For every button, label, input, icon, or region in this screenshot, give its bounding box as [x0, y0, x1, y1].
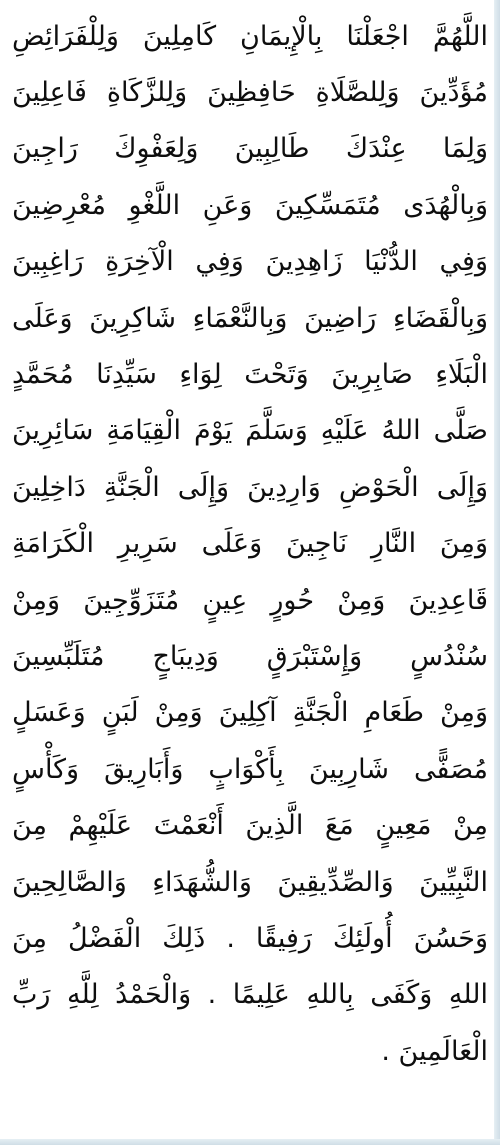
text-line: الْعَالَمِينَ . [381, 1035, 488, 1067]
prayer-text [12, 8, 488, 1136]
text-line: مُؤَدِّينَ وَلِلصَّلَاةِ حَافِظِينَ وَلِلزَّكَاةِ فَاعِلِينَ [12, 77, 488, 109]
page-bottom-border [0, 1139, 500, 1145]
text-line: وَلِمَا عِنْدَكَ طَالِبِينَ وَلِعَفْوِكَ رَاجِينَ [12, 133, 488, 165]
text-line: وَحَسُنَ أُولَئِكَ رَفِيقًا . ذَلِكَ الْفَضْلُ مِنَ [12, 922, 488, 954]
text-line: سُنْدُسٍ وَإِسْتَبْرَقٍ وَدِيبَاجٍ مُتَلَبِّسِينَ [12, 640, 488, 672]
text-line: وَفِي الدُّنْيَا زَاهِدِينَ وَفِي الْآخِرَةِ رَاغِبِينَ [12, 246, 488, 278]
text-line: وَبِالْهُدَى مُتَمَسِّكِينَ وَعَنِ اللَّغْوِ مُعْرِضِينَ [12, 189, 488, 221]
text-line: وَمِنَ النَّارِ نَاجِينَ وَعَلَى سَرِيرِ الْكَرَامَةِ [12, 528, 488, 560]
text-line: مُصَفًّى شَارِبِينَ بِأَكْوَابٍ وَأَبَارِيقَ وَكَأْسٍ [12, 753, 488, 785]
text-line: وَإِلَى الْحَوْضِ وَارِدِينَ وَإِلَى الْجَنَّةِ دَاخِلِينَ [12, 471, 488, 503]
page-right-border [494, 0, 500, 1145]
text-line: النَّبِيِّينَ وَالصِّدِّيقِينَ وَالشُّهَدَاءِ وَالصَّالِحِينَ [12, 866, 488, 898]
page-top-edge [0, 0, 500, 8]
text-line: الْبَلَاءِ صَابِرِينَ وَتَحْتَ لِوَاءِ سَيِّدِنَا مُحَمَّدٍ [12, 359, 488, 391]
text-line: مِنْ مَعِينٍ مَعَ الَّذِينَ أَنْعَمْتَ عَلَيْهِمْ مِنَ [12, 810, 488, 842]
text-line: اللَّهُمَّ اجْعَلْنَا بِالْإِيمَانِ كَامِلِينَ وَلِلْفَرَائِضِ [12, 20, 488, 52]
text-line: صَلَّى اللهُ عَلَيْهِ وَسَلَّمَ يَوْمَ الْقِيَامَةِ سَائِرِينَ [12, 415, 488, 447]
text-line: وَمِنْ طَعَامِ الْجَنَّةِ آكِلِينَ وَمِنْ لَبَنٍ وَعَسَلٍ [12, 697, 488, 729]
text-line: قَاعِدِينَ وَمِنْ حُورٍ عِينٍ مُتَزَوِّجِينَ وَمِنْ [12, 584, 488, 616]
text-line: اللهِ وَكَفَى بِاللهِ عَلِيمًا . وَالْحَمْدُ لِلَّهِ رَبِّ [12, 979, 488, 1011]
text-line: وَبِالْقَضَاءِ رَاضِينَ وَبِالنَّعْمَاءِ شَاكِرِينَ وَعَلَى [12, 302, 488, 334]
